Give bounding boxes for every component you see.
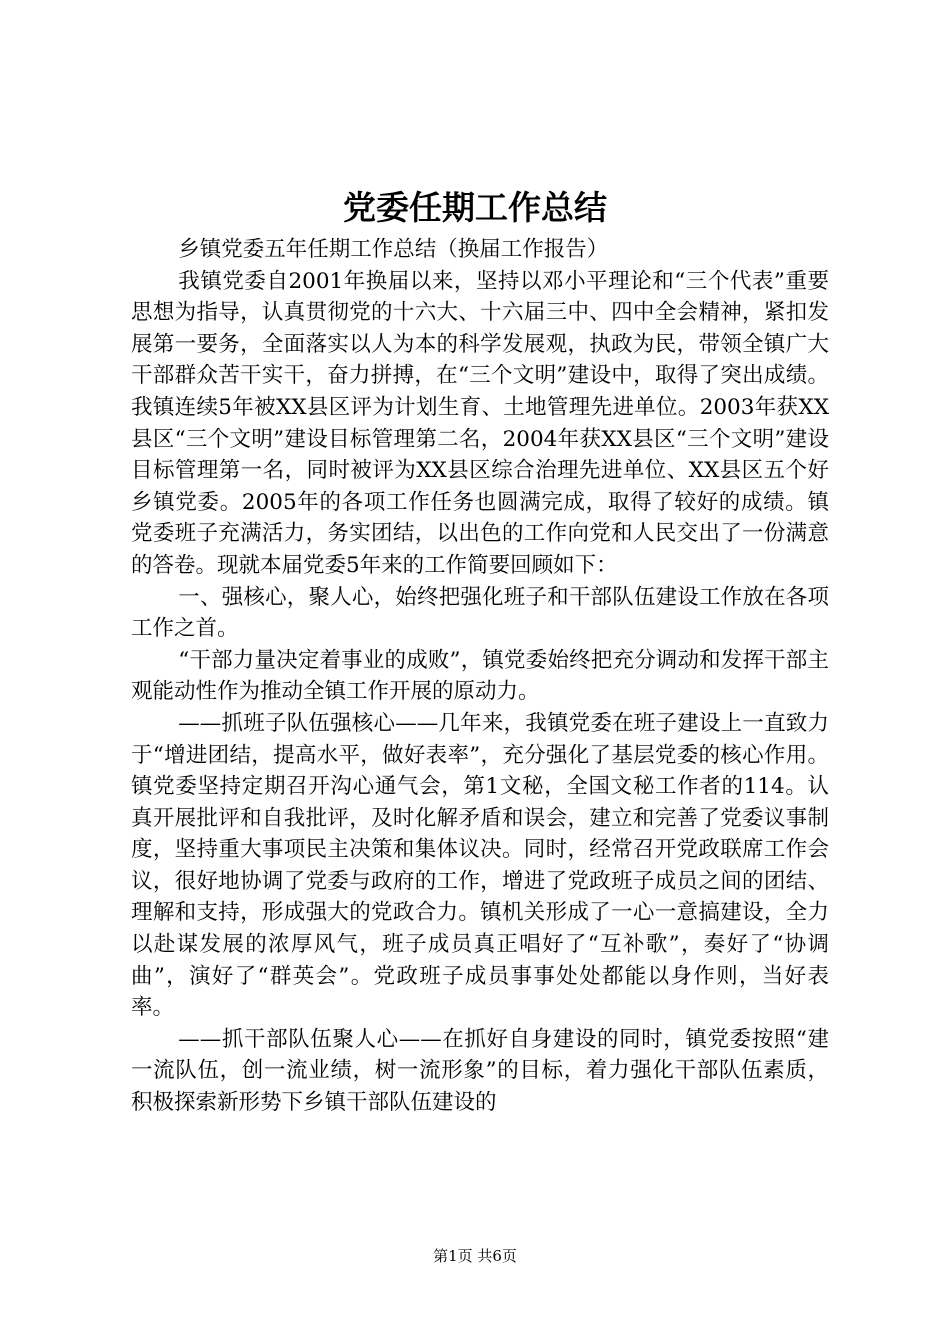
body-paragraph: ——抓干部队伍聚人心——在抓好自身建设的同时，镇党委按照“建一流队伍，创一流业绩，树一流形象”的目标，着力强化干部队伍素质，积极探索新形势下乡镇干部队伍建设的	[131, 1026, 829, 1116]
body-paragraph: ——抓班子队伍强核心——几年来，我镇党委在班子建设上一直致力于“增进团结，提高水平，做好表率”，充分强化了基层党委的核心作用。镇党委坚持定期召开沟心通气会，第1文秘，全国文秘工作者的114。认真开展批评和自我批评，及时化解矛盾和误会，建立和完善了党委议事制度，坚持重大事项民主决策和集体议决。同时，经常召开党政联席工作会议，很好地协调了党委与政府的工作，增进了党政班子成员之间的团结、理解和支持，形成强大的党政合力。镇机关形成了一心一意搞建设，全力以赴谋发展的浓厚风气，班子成员真正唱好了“互补歌”，奏好了“协调曲”，演好了“群英会”。党政班子成员事事处处都能以身作则，当好表率。	[131, 710, 829, 1021]
document-body	[131, 234, 829, 1119]
section-heading-paragraph: 一、强核心，聚人心，始终把强化班子和干部队伍建设工作放在各项工作之首。	[131, 584, 829, 642]
body-paragraph: “干部力量决定着事业的成败”，镇党委始终把充分调动和发挥干部主观能动性作为推动全镇工作开展的原动力。	[131, 647, 829, 705]
document-title: 党委任期工作总结	[343, 188, 607, 227]
body-paragraph: 我镇党委自2001年换届以来，坚持以邓小平理论和“三个代表”重要思想为指导，认真贯彻党的十六大、十六届三中、四中全会精神，紧扣发展第一要务，全面落实以人为本的科学发展观，执政为民，带领全镇广大干部群众苦干实干，奋力拼搏，在“三个文明”建设中，取得了突出成绩。我镇连续5年被XX县区评为计划生育、土地管理先进单位。2003年获XX县区“三个文明”建设目标管理第二名，2004年获XX县区“三个文明”建设目标管理第一名，同时被评为XX县区综合治理先进单位、XX县区五个好乡镇党委。2005年的各项工作任务也圆满完成，取得了较好的成绩。镇党委班子充满活力，务实团结，以出色的工作向党和人民交出了一份满意的答卷。现就本届党委5年来的工作简要回顾如下：	[131, 268, 829, 578]
page-footer: 第1页 共6页	[433, 1247, 517, 1265]
subtitle-paragraph: 乡镇党委五年任期工作总结（换届工作报告）	[178, 237, 609, 262]
